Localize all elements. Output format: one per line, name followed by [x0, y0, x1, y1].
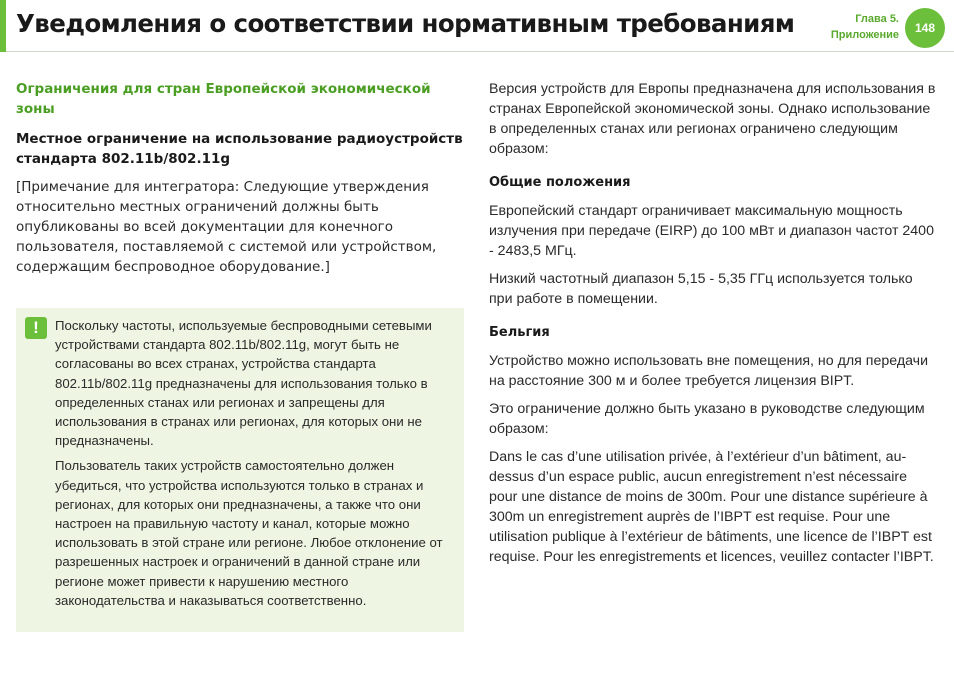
belgium-paragraph-1: Устройство можно использовать вне помещения, но для передачи на расстояние 300 м и более требуется лицензия BIPT.	[489, 353, 928, 389]
general-paragraph-2: Низкий частотный диапазон 5,15 - 5,35 ГГц используется только при работе в помещении.	[489, 271, 913, 307]
subsection-title: Местное ограничение на использование радиоустройств стандарта 802.11b/802.11g	[16, 131, 463, 167]
belgium-title: Бельгия	[489, 325, 550, 340]
header-divider	[6, 51, 954, 52]
chapter-name: Приложение	[830, 29, 899, 41]
integrator-note: [Примечание для интегратора: Следующие утверждения относительно местных ограничений должны быть опубликованы во всей документации для конечного пользователя, поставляемой с системой или устройством, содержащим беспроводное оборудование.]	[16, 179, 437, 275]
header-accent-bar	[0, 0, 6, 52]
chapter-number: Глава 5.	[855, 13, 899, 25]
exclamation-icon: !	[25, 317, 47, 339]
notice-paragraph-2: Пользователь таких устройств самостоятельно должен убедиться, что устройства используются только в странах и регионах, для которых они предназначены, а также что они настроен на правильную частоту и канал, которые можно использовать в этой стране или регионе. Любое отклонение от разрешенных настроек и ограничений в данной стране или регионе может привести к нарушению местного законодательства и наказываться соответственно.	[55, 458, 443, 608]
notice-box	[16, 308, 464, 632]
intro-paragraph: Версия устройств для Европы предназначена для использования в странах Европейской экономической зоны. Однако использование в определенных станах или регионах ограничено следующим образом:	[489, 81, 936, 157]
notice-paragraph-1: Поскольку частоты, используемые беспроводными сетевыми устройствами стандарта 802.11b/802.11g, могут быть не согласованы во всех странах, устройства стандарта 802.11b/802.11g предназначены для использования только в определенных станах или регионах и запрещены для использования в странах или регионах, для которых они не предназначены.	[55, 318, 432, 449]
left-column	[16, 79, 464, 285]
page-number-badge: 148	[905, 8, 945, 48]
chapter-label	[831, 11, 899, 43]
belgium-french-text: Dans le cas d’une utilisation privée, à l’extérieur d’un bâtiment, au-dessus d’un espace public, aucun enregistrement n’est nécessaire pour une distance de moins de 300m. Pour une distance supérieure à 300m un enregistrement auprès de l’IBPT est requise. Pour une utilisation publique à l’extérieur de bâtiments, une licence de l’IBPT est requise. Pour les enregistrements et licences, veuillez contacter l’IBPT.	[489, 449, 934, 565]
general-title: Общие положения	[489, 175, 631, 190]
notice-text	[55, 316, 455, 616]
general-paragraph-1: Европейский стандарт ограничивает максимальную мощность излучения при передаче (EIRP) до 100 мВт и диапазон частот 2400 - 2483,5 МГц.	[489, 203, 934, 259]
belgium-paragraph-2: Это ограничение должно быть указано в руководстве следующим образом:	[489, 401, 925, 437]
page-title: Уведомления о соответствии нормативным требованиям	[16, 9, 795, 38]
right-column	[489, 79, 939, 575]
section-title: Ограничения для стран Европейской экономической зоны	[16, 81, 431, 117]
